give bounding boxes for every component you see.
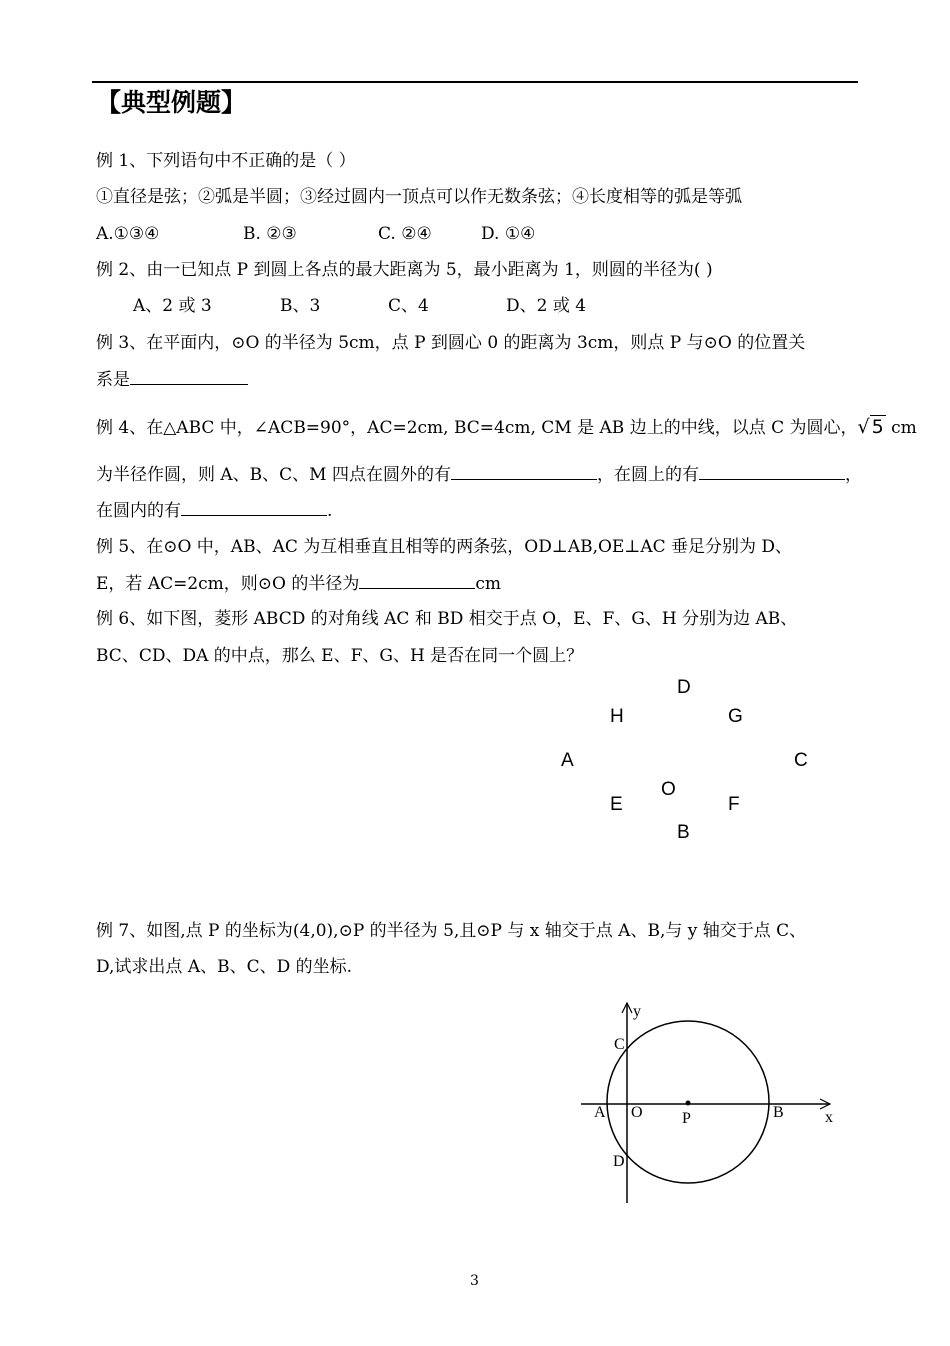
label-a: A bbox=[594, 1104, 606, 1121]
ex4-unit: cm bbox=[891, 418, 917, 438]
ex2-option-c: C、4 bbox=[388, 296, 429, 316]
rhombus-label-d: D bbox=[677, 677, 691, 698]
ex2-question: 例 2、由一已知点 P 到圆上各点的最大距离为 5，最小距离为 1，则圆的半径为( ) bbox=[96, 260, 713, 280]
ex5-question: 例 5、在⊙O 中，AB、AC 为互相垂直且相等的两条弦，OD⊥AB,OE⊥AC 垂足分别为 D、 bbox=[96, 537, 793, 557]
ex4-line3-text-a: 在圆内的有 bbox=[96, 501, 181, 521]
ex3-question: 例 3、在平面内，⊙O 的半径为 5cm，点 P 到圆心 0 的距离为 3cm，则点 P 与⊙O 的位置关 bbox=[96, 333, 806, 353]
ex5-unit: cm bbox=[475, 574, 502, 594]
sqrt-expression: √ 5 bbox=[857, 416, 884, 438]
label-b: B bbox=[773, 1104, 784, 1121]
rhombus-label-o: O bbox=[661, 779, 676, 800]
rhombus-label-e: E bbox=[610, 794, 623, 815]
label-c: C bbox=[614, 1036, 625, 1053]
ex4-line2-text-a: 为半径作圆，则 A、B、C、M 四点在圆外的有 bbox=[96, 465, 451, 485]
rhombus-label-f: F bbox=[728, 794, 740, 815]
label-p: P bbox=[682, 1110, 691, 1127]
ex5-line2-text: E，若 AC=2cm，则⊙O 的半径为 bbox=[96, 574, 360, 594]
ex2-option-a: A、2 或 3 bbox=[133, 296, 212, 316]
ex4-line1-text: 例 4、在△ABC 中，∠ACB=90°，AC=2cm, BC=4cm, CM 是 AB 边上的中线，以点 C 为圆心， bbox=[96, 418, 858, 438]
page-number: 3 bbox=[470, 1273, 479, 1289]
ex4-line2-text-c: ， bbox=[845, 465, 862, 485]
rhombus-label-g: G bbox=[728, 706, 743, 727]
section-heading: 【典型例题】 bbox=[96, 88, 247, 117]
label-o: O bbox=[631, 1104, 643, 1121]
ex3-line2-text: 系是 bbox=[96, 370, 130, 390]
sqrt-radicand: 5 bbox=[871, 416, 884, 438]
ex7-line2: D,试求出点 A、B、C、D 的坐标. bbox=[96, 957, 353, 977]
label-d: D bbox=[613, 1153, 625, 1170]
ex4-line3-text-b: . bbox=[327, 501, 333, 521]
rhombus-label-h: H bbox=[610, 706, 624, 727]
rhombus-label-c: C bbox=[794, 750, 808, 771]
ex1-option-b: B. ②③ bbox=[243, 224, 297, 244]
label-y: y bbox=[633, 1003, 641, 1020]
ex6-question: 例 6、如下图，菱形 ABCD 的对角线 AC 和 BD 相交于点 O，E、F、G、H 分别为边 AB、 bbox=[96, 609, 798, 629]
ex2-option-d: D、2 或 4 bbox=[506, 296, 587, 316]
ex6-line2: BC、CD、DA 的中点，那么 E、F、G、H 是否在同一个圆上？ bbox=[96, 646, 584, 666]
ex7-question: 例 7、如图,点 P 的坐标为(4,0),⊙P 的半径为 5,且⊙P 与 x 轴交于点 A、B,与 y 轴交于点 C、 bbox=[96, 921, 807, 941]
rhombus-label-a: A bbox=[561, 750, 574, 771]
label-x: x bbox=[825, 1109, 833, 1126]
center-point-p bbox=[686, 1101, 691, 1106]
ex4-line2-text-b: ，在圆上的有 bbox=[597, 465, 699, 485]
ex1-question: 例 1、下列语句中不正确的是（ ） bbox=[96, 151, 356, 171]
ex1-statements: ①直径是弦；②弧是半圆；③经过圆内一顶点可以作无数条弦；④长度相等的弧是等弧 bbox=[96, 187, 742, 207]
ex1-option-d: D. ①④ bbox=[481, 224, 536, 244]
rhombus-label-b: B bbox=[677, 822, 690, 843]
ex1-option-a: A.①③④ bbox=[96, 224, 160, 244]
ex1-option-c: C. ②④ bbox=[378, 224, 432, 244]
ex2-option-b: B、3 bbox=[280, 296, 321, 316]
